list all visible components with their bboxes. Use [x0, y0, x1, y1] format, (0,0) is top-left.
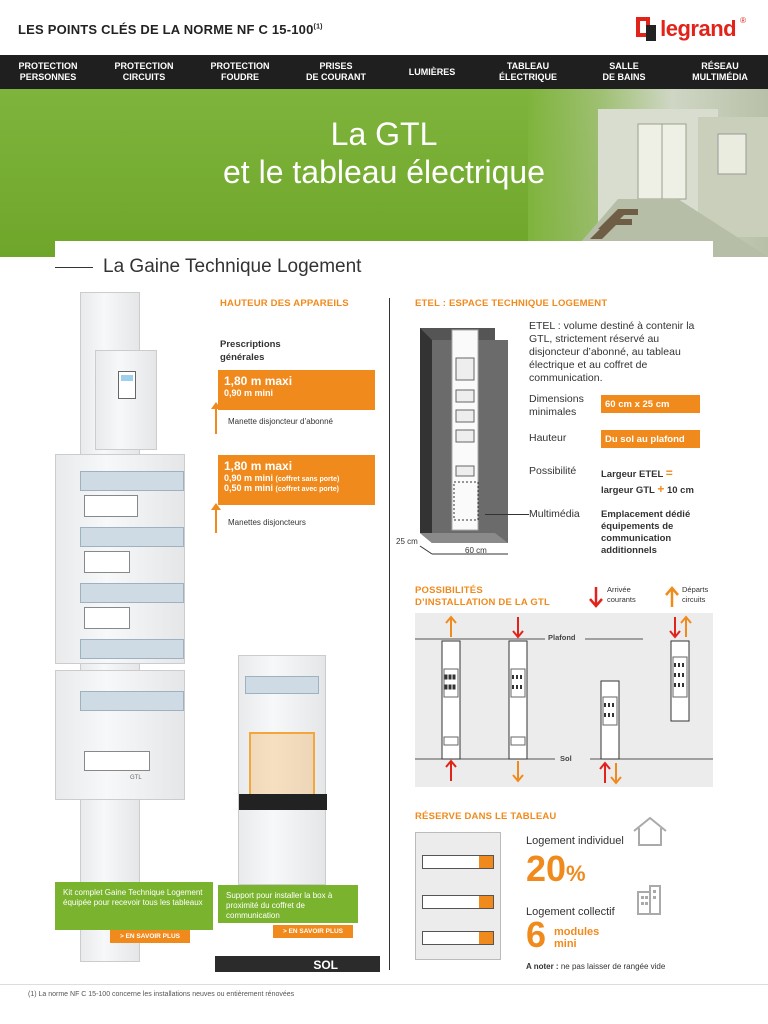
box1-max: 1,80 m maxi [224, 374, 293, 388]
etel-description: ETEL : volume destiné à contenir la GTL, strictement réservé au disjoncteur d’abonné, au tableau électrique et au coffret de communication. [529, 320, 695, 384]
legend-departs-1: Départs [682, 585, 709, 594]
width-label: 60 cm [465, 546, 487, 555]
legend-arrivee-2: courants [607, 595, 636, 604]
section-title [55, 256, 361, 278]
collectif-unit-1: modules [554, 926, 600, 938]
logo-text: legrand [660, 16, 737, 41]
reserve-tableau [415, 832, 501, 960]
hero-title-line2: et le tableau électrique [223, 154, 545, 190]
legend-departs [682, 585, 708, 605]
reserve-note [526, 962, 665, 971]
column-divider [389, 298, 390, 970]
nav-label-line1: SALLE [609, 61, 639, 71]
prescriptions-line1: Prescriptions [220, 339, 281, 350]
depth-label: 25 cm [396, 537, 418, 546]
possibilite-label: Possibilité [529, 465, 577, 477]
logo-reg: ® [740, 16, 746, 25]
nav-label-line2: FOUDRE [220, 72, 259, 82]
plafond-label: Plafond [548, 633, 576, 642]
etel-diagram [400, 318, 522, 560]
title-text: LES POINTS CLÉS DE LA NORME NF C 15-100 [18, 22, 314, 37]
dim-label-2: minimales [529, 406, 577, 418]
nav-item-protection-foudre[interactable] [192, 55, 288, 89]
right-more-link[interactable] [273, 925, 353, 938]
possibilites-heading-2: D’INSTALLATION DE LA GTL [415, 597, 550, 608]
house-icon [632, 815, 668, 847]
gtl-photo [55, 292, 205, 962]
hero-title-line1: La GTL [330, 116, 438, 152]
collectif-number: 6 [526, 914, 547, 955]
legend-arrivee-1: Arrivée [607, 585, 631, 594]
legend-departs-2: circuits [682, 595, 706, 604]
left-caption [55, 882, 213, 930]
sol-bar [215, 956, 380, 972]
reserve-note-text: ne pas laisser de rangée vide [558, 962, 666, 971]
dimensions-value: 60 cm x 25 cm [601, 395, 700, 413]
prescriptions-line2: générales [220, 352, 265, 363]
section-dash [55, 267, 93, 268]
nav-label-line1: PRISES [319, 61, 353, 71]
nav-item-prises[interactable] [288, 55, 384, 89]
dim-label-1: Dimensions [529, 393, 584, 405]
main-nav [0, 55, 768, 89]
possibilites-heading-1: POSSIBILITÉS [415, 585, 483, 596]
possibilite-value [601, 466, 694, 498]
individuel-unit: % [566, 861, 586, 886]
legrand-logo[interactable] [636, 16, 746, 42]
installation-panel [415, 613, 713, 787]
box1-min: 0,90 m mini [224, 388, 274, 398]
multimedia-value: Emplacement dédié équipements de communication additionnels [601, 509, 691, 556]
nav-label-line1: PROTECTION [114, 61, 174, 71]
hauteur-label: Hauteur [529, 432, 567, 444]
box2-min1: 0,90 m mini [224, 473, 274, 483]
hauteur-box-1 [218, 370, 375, 410]
nav-label-line1: PROTECTION [18, 61, 78, 71]
possibilite-line1: Largeur ETEL [601, 469, 664, 480]
tableau-electrique-1 [55, 454, 185, 664]
left-more-link[interactable] [110, 930, 190, 943]
footnote: (1) La norme NF C 15-100 concerne les installations neuves ou entièrement rénovées [28, 991, 295, 998]
hauteur-heading: HAUTEUR DES APPAREILS [220, 298, 349, 309]
page-title [18, 22, 323, 37]
up-arrow-1-head-icon [211, 402, 221, 409]
arrow-down-red-icon [588, 585, 604, 609]
hauteur-box-2 [218, 455, 375, 505]
nav-item-protection-circuits[interactable] [96, 55, 192, 89]
reserve-heading: RÉSERVE DANS LE TABLEAU [415, 811, 557, 822]
nav-label-line2: ÉLECTRIQUE [498, 72, 557, 82]
left-more-label: > EN SAVOIR PLUS [120, 933, 181, 940]
sol-label: SOL [313, 958, 338, 972]
nav-item-tableau[interactable] [480, 55, 576, 89]
individuel-value [526, 848, 586, 890]
collectif-label: Logement collectif [526, 906, 615, 918]
legend-arrivee [607, 585, 636, 605]
collectif-unit-2: mini [554, 938, 577, 950]
nav-label-line2: DE COURANT [306, 72, 366, 82]
footer-divider [0, 984, 768, 985]
right-more-label: > EN SAVOIR PLUS [283, 928, 344, 935]
collectif-unit [554, 926, 599, 950]
tableau-electrique-2 [55, 670, 185, 800]
legrand-mark-icon [636, 17, 656, 41]
nav-label-line2: CIRCUITS [122, 72, 166, 82]
reserve-note-bold: A noter : [526, 962, 559, 971]
box2-min2: 0,50 m mini [224, 483, 274, 493]
title-note: (1) [313, 23, 323, 31]
box2-max: 1,80 m maxi [224, 459, 293, 473]
plus-icon: + [657, 482, 665, 496]
dimensions-label [529, 393, 584, 419]
arrow-up-orange-icon [664, 585, 680, 609]
disjoncteur-abonne [95, 350, 157, 450]
nav-item-salle-de-bains[interactable] [576, 55, 672, 89]
hero-title [0, 115, 768, 191]
section-title-text: La Gaine Technique Logement [103, 256, 362, 277]
multimedia-label: Multimédia [529, 508, 580, 520]
nav-label-line2: DE BAINS [602, 72, 646, 82]
gtl-mini-label: GTL [130, 775, 142, 781]
sol-diagram-label: Sol [560, 754, 572, 763]
possibilite-line2b: 10 cm [666, 485, 694, 496]
right-caption [218, 885, 358, 923]
possibilite-line2a: largeur GTL [601, 485, 655, 496]
nav-label-line2: PERSONNES [19, 72, 77, 82]
right-caption-text: Support pour installer la box à proximité du coffret de communication [226, 891, 333, 920]
nav-label-line1: TABLEAU [506, 61, 550, 71]
box1-caption: Manette disjoncteur d’abonné [228, 417, 333, 426]
nav-item-reseau[interactable] [672, 55, 768, 89]
nav-label-line1: RÉSEAU [701, 61, 739, 71]
building-icon [636, 884, 662, 916]
box2-min2-note: (coffret avec porte) [275, 486, 339, 493]
prescriptions-label [220, 338, 281, 364]
individuel-number: 20 [526, 848, 567, 889]
box2-caption: Manettes disjoncteurs [228, 518, 306, 527]
nav-item-protection-personnes[interactable] [0, 55, 96, 89]
hauteur-value: Du sol au plafond [601, 430, 700, 448]
hero-banner [0, 89, 768, 257]
left-caption-text: Kit complet Gaine Technique Logement équipée pour recevoir tous les tableaux [63, 888, 203, 907]
nav-item-lumieres[interactable] [384, 55, 480, 89]
equals-icon: = [665, 466, 673, 480]
nav-label-line1: LUMIÈRES [408, 66, 456, 77]
multimedia-leader [485, 514, 529, 515]
box2-min1-note: (coffret sans porte) [275, 476, 340, 483]
box-support-column [238, 655, 326, 885]
individuel-label: Logement individuel [526, 835, 624, 847]
nav-label-line2: MULTIMÉDIA [692, 72, 748, 82]
box-support-photo [218, 655, 378, 965]
possibilites-heading [415, 585, 550, 609]
nav-label-line1: PROTECTION [210, 61, 270, 71]
up-arrow-2-head-icon [211, 503, 221, 510]
etel-heading: ETEL : ESPACE TECHNIQUE LOGEMENT [415, 298, 608, 309]
